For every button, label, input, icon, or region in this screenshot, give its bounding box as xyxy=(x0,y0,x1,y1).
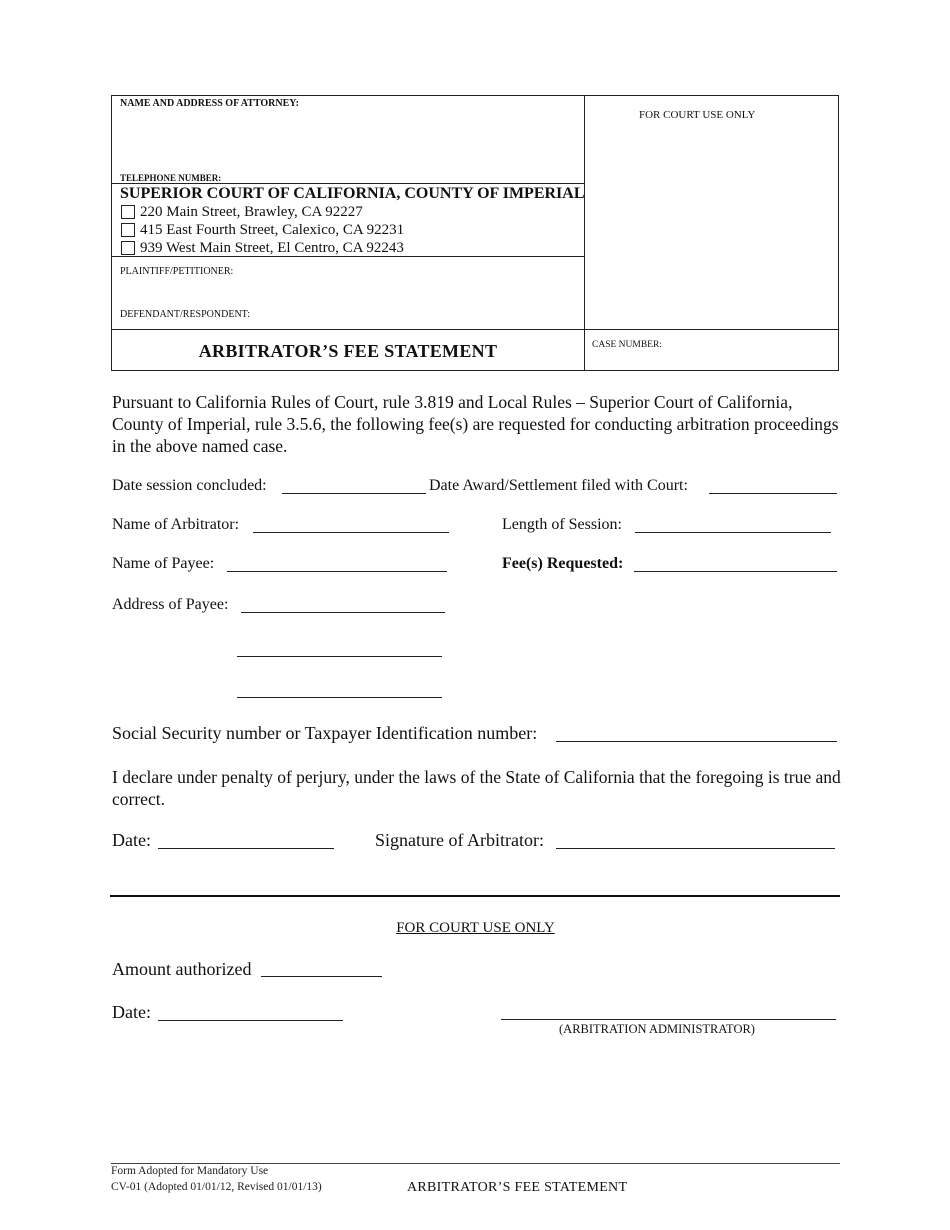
form-title: ARBITRATOR’S FEE STATEMENT xyxy=(198,341,498,361)
defendant-label: DEFENDANT/RESPONDENT: xyxy=(120,309,251,320)
el-centro-checkbox[interactable] xyxy=(121,241,135,255)
amount-authorized-label: Amount authorized xyxy=(112,959,252,979)
ssn-tin-label: Social Security number or Taxpayer Identification number: xyxy=(112,723,538,743)
courthouse-option-el-centro[interactable] xyxy=(121,239,404,257)
footer-line-2: CV-01 (Adopted 01/01/12, Revised 01/01/13) xyxy=(111,1181,322,1193)
length-of-session-blank[interactable] xyxy=(635,532,831,533)
calexico-checkbox[interactable] xyxy=(121,223,135,237)
courthouse-option-brawley[interactable] xyxy=(121,203,404,221)
date-award-filed-label: Date Award/Settlement filed with Court: xyxy=(429,477,688,494)
signature-of-arbitrator-blank[interactable] xyxy=(556,848,835,849)
telephone-label: TELEPHONE NUMBER: xyxy=(120,173,222,183)
courthouse-option-calexico[interactable] xyxy=(121,221,404,239)
parties-divider xyxy=(112,329,838,330)
attorney-label: NAME AND ADDRESS OF ATTORNEY: xyxy=(120,98,299,109)
calexico-address: 415 East Fourth Street, Calexico, CA 92231 xyxy=(140,221,405,238)
brawley-address: 220 Main Street, Brawley, CA 92227 xyxy=(140,203,363,220)
brawley-checkbox[interactable] xyxy=(121,205,135,219)
footer-rule xyxy=(111,1163,840,1164)
amount-authorized-blank[interactable] xyxy=(261,976,382,977)
footer-title: ARBITRATOR’S FEE STATEMENT xyxy=(407,1180,628,1195)
address-of-payee-label: Address of Payee: xyxy=(112,596,229,613)
date-session-concluded-blank[interactable] xyxy=(282,493,426,494)
court-use-heading: FOR COURT USE ONLY xyxy=(396,920,555,936)
footer-line-1: Form Adopted for Mandatory Use xyxy=(111,1165,269,1177)
section-divider xyxy=(110,895,840,897)
plaintiff-label: PLAINTIFF/PETITIONER: xyxy=(120,266,234,277)
courthouse-options xyxy=(121,203,404,257)
fees-requested-blank[interactable] xyxy=(634,571,837,572)
date-award-filed-blank[interactable] xyxy=(709,493,837,494)
court-date-blank[interactable] xyxy=(158,1020,343,1021)
date-session-concluded-label: Date session concluded: xyxy=(112,477,267,494)
length-of-session-label: Length of Session: xyxy=(502,516,622,533)
attorney-divider xyxy=(112,183,584,184)
el-centro-address: 939 West Main Street, El Centro, CA 92243 xyxy=(140,239,404,256)
case-number-label: CASE NUMBER: xyxy=(592,340,662,350)
fees-requested-label: Fee(s) Requested: xyxy=(502,555,624,572)
ssn-tin-blank[interactable] xyxy=(556,741,837,742)
administrator-signature-blank[interactable] xyxy=(501,1019,836,1020)
name-of-payee-blank[interactable] xyxy=(227,571,447,572)
address-of-payee-line-1[interactable] xyxy=(241,612,445,613)
name-of-arbitrator-label: Name of Arbitrator: xyxy=(112,516,240,533)
address-of-payee-line-3[interactable] xyxy=(237,697,442,698)
intro-paragraph: Pursuant to California Rules of Court, rule 3.819 and Local Rules – Superior Court of California, County of Imperial, rule 3.5.6, the following fee(s) are requested for conducting arbitration proceedings in the above named case. xyxy=(112,392,839,456)
name-of-arbitrator-blank[interactable] xyxy=(253,532,449,533)
court-date-label: Date: xyxy=(112,1002,151,1022)
declaration-date-label: Date: xyxy=(112,830,151,850)
court-use-heading-wrap xyxy=(111,920,840,937)
address-of-payee-line-2[interactable] xyxy=(237,656,442,657)
declaration-text: I declare under penalty of perjury, under the laws of the State of California that the foregoing is true and correct. xyxy=(112,767,841,809)
caption-header-table xyxy=(111,95,839,371)
name-of-payee-label: Name of Payee: xyxy=(112,555,215,572)
court-use-only-label: FOR COURT USE ONLY xyxy=(639,109,756,121)
administrator-caption: (ARBITRATION ADMINISTRATOR) xyxy=(559,1022,755,1036)
court-name: SUPERIOR COURT OF CALIFORNIA, COUNTY OF IMPERIAL xyxy=(120,185,585,202)
signature-of-arbitrator-label: Signature of Arbitrator: xyxy=(375,830,544,850)
declaration-date-blank[interactable] xyxy=(158,848,334,849)
